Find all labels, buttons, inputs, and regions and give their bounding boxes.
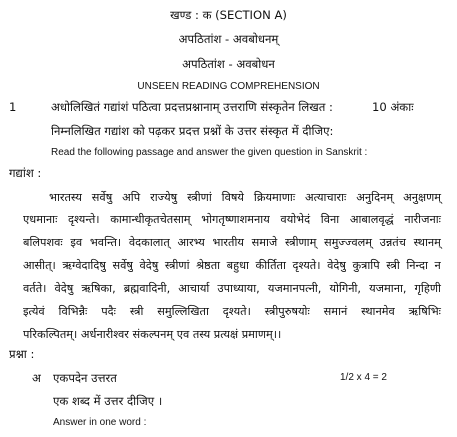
passage-word: भोगतृष्णाशमनाय — [201, 213, 270, 226]
passage-line — [49, 190, 441, 205]
question-number: 1 — [9, 100, 17, 114]
passage-word: कीर्तिता — [255, 259, 286, 272]
passage-word: बलिपशवः — [23, 236, 63, 249]
passage-word: भारतस्य — [49, 191, 82, 204]
passage-line — [23, 212, 441, 227]
passage-word: विना — [320, 213, 340, 226]
passage-word: विभिन्नैः — [58, 305, 88, 318]
passage-line — [23, 327, 281, 342]
passage-word: स्थानम् — [413, 236, 441, 249]
hindi-title: अपठितांश - अवबोधन — [182, 57, 275, 71]
passage-word: ब्रह्मवादिनी, — [123, 282, 171, 295]
passage-word: आसीत्। — [23, 259, 56, 272]
passage-word: निन्दा — [406, 259, 428, 272]
passage-word: कुत्रापि — [352, 259, 380, 272]
passage-word: स्त्रीणाम् — [284, 236, 317, 249]
english-title: UNSEEN READING COMPREHENSION — [137, 81, 320, 92]
passage-word: योगिनी, — [329, 282, 362, 295]
passage-word: कामान्धीकृतचेतसाम् — [110, 213, 191, 226]
passage-word: न — [434, 259, 441, 272]
passage-word: समानं — [323, 305, 348, 318]
passage-line — [23, 235, 441, 250]
passage-line — [23, 258, 441, 273]
sanskrit-title: अपठितांश - अवबोधनम् — [178, 32, 279, 46]
question-instruction-english: Read the following passage and answer the given question in Sanskrit : — [51, 147, 368, 158]
section-heading: खण्ड : क (SECTION A) — [170, 8, 287, 22]
passage-word: आरभ्य — [177, 236, 205, 249]
passage-word: गृहिणी — [414, 282, 441, 295]
passage-word: भवन्ति। — [89, 236, 122, 249]
passage-word: यजमाना, — [369, 282, 407, 295]
passage-line — [23, 281, 441, 296]
passage-word: क्रियमाणाः — [253, 191, 296, 204]
passage-word: नारीजनाः — [404, 213, 441, 226]
passage-word: पदैः — [101, 305, 116, 318]
question-instruction-sanskrit: अधोलिखितं गद्यांशं पठित्वा प्रदत्तप्रश्नानाम् उत्तराणि संस्कृतेन लिखत : — [51, 100, 333, 114]
subquestion-hindi: एक शब्द में उत्तर दीजिए । — [53, 394, 163, 408]
question-instruction-hindi: निम्नलिखित गद्यांश को पढ़कर प्रदत्त प्रश्नों के उत्तर संस्कृत में दीजिए: — [51, 124, 334, 138]
passage-word: समाजे — [251, 236, 278, 249]
passage-word: उन्नतंच — [379, 236, 406, 249]
passage-word: ऋषिका, — [81, 282, 116, 295]
passage-word: स्त्री — [386, 259, 400, 272]
passage-word: समुज्ज्वलम् — [324, 236, 373, 249]
passage-word: एधमानाः — [23, 213, 58, 226]
passage-word: दृश्यते। — [292, 259, 321, 272]
passage-word: बहुधा — [226, 259, 249, 272]
passage-word: वेदेषु — [139, 259, 159, 272]
passage-word: समुल्लिखिता — [157, 305, 209, 318]
passage-word: स्त्रीपुरुषयोः — [264, 305, 310, 318]
passage-word: सर्वेषु — [112, 259, 133, 272]
passage-word: अत्याचाराः — [305, 191, 347, 204]
passage-word: श्रेष्ठता — [196, 259, 221, 272]
subquestion-letter: अ — [32, 371, 41, 385]
passage-word: स्त्रीणां — [164, 259, 190, 272]
passage-word: वेदेषु — [327, 259, 346, 272]
passage-word: अनुदिनम् — [356, 191, 394, 204]
passage-word: दृश्यन्ते। — [68, 213, 100, 226]
subquestion-marks: 1/2 x 4 = 2 — [340, 372, 387, 383]
passage-word: सर्वेषु — [91, 191, 113, 204]
passage-word: अनुक्षणम् — [403, 191, 441, 204]
passage-word: वयोभेदं — [280, 213, 311, 226]
passage-word: इव — [70, 236, 83, 249]
passage-word: उपाध्याया, — [217, 282, 260, 295]
question-marks: 10 अंकाः — [372, 100, 414, 114]
passage-word: यजमानपत्नी, — [267, 282, 322, 295]
passage-label: गद्यांश : — [9, 166, 42, 180]
passage-word: भारतीय — [212, 236, 244, 249]
passage-word: ऋषिभिः — [408, 305, 441, 318]
passage-word: आबालवृद्धं — [349, 213, 394, 226]
passage-word: स्थानमेव — [361, 305, 395, 318]
passage-word: दृश्यते। — [222, 305, 251, 318]
passage-word: वेदेषु — [54, 282, 74, 295]
passage-word: अपि — [122, 191, 141, 204]
passage-word: आचार्या — [178, 282, 210, 295]
passage-line — [23, 304, 441, 319]
passage-word: स्त्री — [129, 305, 144, 318]
passage-word: ऋग्वेदादिषु — [62, 259, 106, 272]
questions-label: प्रश्ना : — [9, 347, 35, 361]
passage-word: वर्तते। — [23, 282, 47, 295]
passage-word: राज्येषु — [150, 191, 178, 204]
passage-word: वेदकालात् — [128, 236, 170, 249]
passage-word: स्त्रीणां — [187, 191, 212, 204]
passage-line-text: परिकल्पितम्। अर्धनारीश्वर संकल्पनम् एव तस्य प्रत्यक्षं प्रमाणम्।। — [23, 328, 282, 341]
subquestion-english: Answer in one word : — [53, 417, 147, 428]
passage-word: इत्येवं — [23, 305, 45, 318]
subquestion-title: एकपदेन उत्तरत — [53, 371, 117, 385]
passage-word: विषये — [221, 191, 244, 204]
